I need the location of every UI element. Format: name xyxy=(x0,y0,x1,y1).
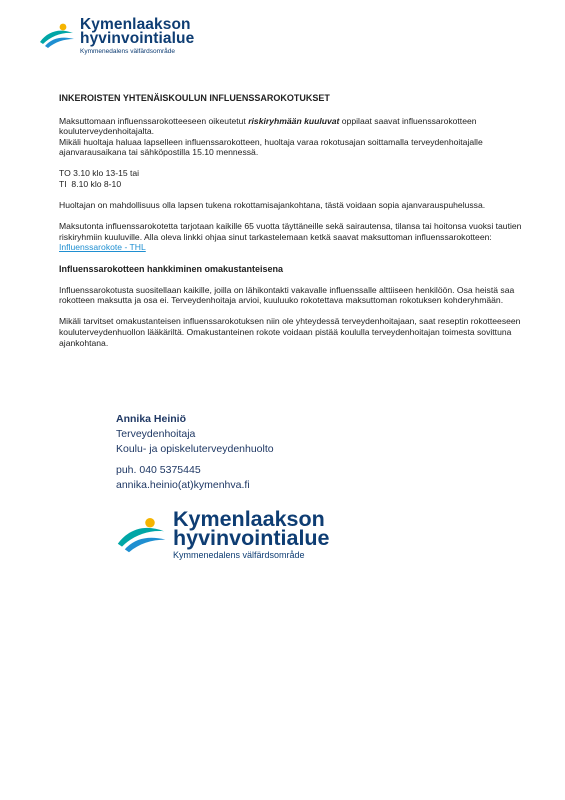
logo-line-2: hyvinvointialue xyxy=(173,526,330,550)
logo-text xyxy=(80,18,194,56)
thl-link[interactable]: Influenssarokote - THL xyxy=(59,242,146,253)
paragraph-booking: Mikäli huoltaja haluaa lapselleen influenssarokotteen, huoltaja varaa rokotusajan soittamalla terveydenhoitajalle ajanvarausaikana tai sähköpostilla 15.10 mennessä. xyxy=(59,136,483,158)
logo-line-2: hyvinvointialue xyxy=(80,30,195,47)
signer-phone: puh. 040 5375445 xyxy=(116,464,201,476)
logo-line-3: Kymmenedalens välfärdsområde xyxy=(80,48,176,55)
paragraph-eligibility xyxy=(59,116,529,137)
paragraph-self-paid: Mikäli tarvitset omakustanteisen influenssarokotuksen niin ole yhteydessä terveydenhoitajaan, saat reseptin rokotteeseen kouluterveydenhuollon lääkäriltä. Omakustanteinen rokote voidaan pistää koululla terveydenhoitajan toimesta sovittuna ajankohtana. xyxy=(59,316,521,348)
signer-name: Annika Heiniö xyxy=(116,413,187,425)
booking-time-1: TO 3.10 klo 13-15 tai xyxy=(59,168,140,179)
header-logo xyxy=(38,18,194,56)
signer-email: annika.heinio(at)kymenhva.fi xyxy=(116,479,250,491)
booking-time-2: TI 8.10 klo 8-10 xyxy=(59,179,122,190)
paragraph-free-vaccine: Maksutonta influenssarokotetta tarjotaan kaikille 65 vuotta täyttäneille sekä sairautensa, tilansa tai hoitonsa vuoksi tautien riskiryhmiin kuuluville. Alla oleva linkki ohjaa sinut tarkastelemaan ketkä saavat maksuttoman influenssarokotteen: xyxy=(59,221,522,242)
section-heading: Influenssarokotteen hankkiminen omakustanteisena xyxy=(59,263,284,274)
logo-mark-icon xyxy=(115,514,171,554)
signature-block xyxy=(116,412,274,493)
document-title: INKEROISTEN YHTENÄISKOULUN INFLUENSSAROKOTUKSET xyxy=(59,93,330,103)
text-span: Maksuttomaan influenssarokotteeseen oikeutetut xyxy=(59,115,249,126)
paragraph-guardian: Huoltajan on mahdollisuus olla lapsen tukena rokottamisajankohtana, tästä voidaan sopia ajanvarauspuhelussa. xyxy=(59,200,486,211)
paragraph-recommendation: Influenssarokotusta suositellaan kaikille, joilla on lähikontakti vakavalle influenssalle alttiiseen henkilöön. Osa heistä saa rokotteen maksutta ja osa ei. Terveydenhoitaja arvioi, kuuluuko rokotettava maksuttoman rokotuksen kohderyhmään. xyxy=(59,284,515,306)
logo-line-1: Kymenlaakson xyxy=(80,16,191,33)
signer-role: Terveydenhoitaja xyxy=(116,428,196,440)
document-body xyxy=(59,93,529,348)
footer-logo xyxy=(115,507,330,561)
logo-line-1: Kymenlaakson xyxy=(173,507,325,531)
logo-text xyxy=(173,507,330,561)
emphasis-risk-group: riskiryhmään kuuluvat xyxy=(248,115,340,126)
logo-line-3: Kymmenedalens välfärdsområde xyxy=(173,550,305,560)
signer-unit: Koulu- ja opiskeluterveydenhuolto xyxy=(116,443,274,455)
logo-mark-icon xyxy=(38,21,78,49)
text-span: oppilaat saavat influenssarokotteen kouluterveydenhoitajalta. xyxy=(59,115,477,137)
